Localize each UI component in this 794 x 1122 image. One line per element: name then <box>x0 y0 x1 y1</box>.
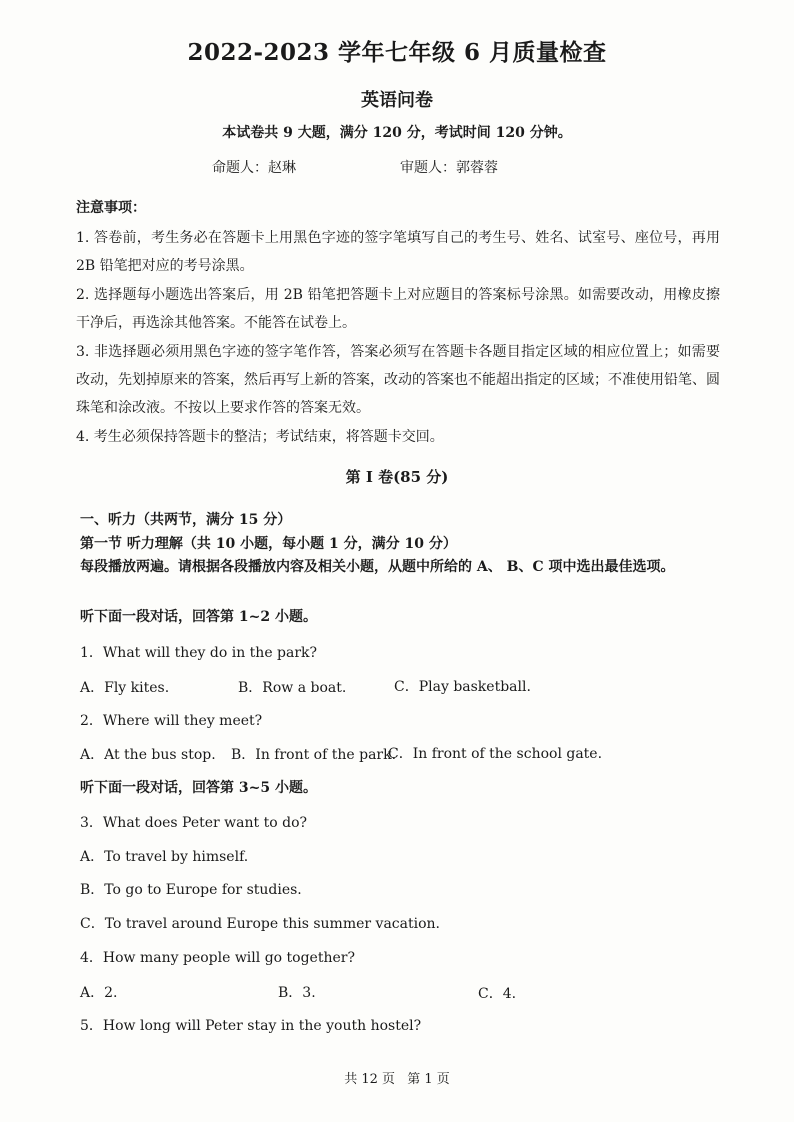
page-subtitle: 英语问卷 <box>361 90 433 111</box>
exam-info: 本试卷共 9 大题，满分 120 分，考试时间 120 分钟。 <box>222 125 572 141</box>
group-prompt: 听下面一段对话，回答第 1~2 小题。 <box>80 609 317 625</box>
group-prompt: 听下面一段对话，回答第 3~5 小题。 <box>80 780 317 796</box>
option-b: B．To go to Europe for studies. <box>80 882 302 898</box>
option-c: C．4. <box>478 986 517 1002</box>
option-a: A．To travel by himself. <box>80 849 249 865</box>
option-b: B．3. <box>278 985 316 1001</box>
part-title: 一、听力（共两节，满分 15 分） <box>80 512 292 528</box>
question-stem: 1．What will they do in the park? <box>80 645 318 661</box>
total-pages: 共 12 页 <box>344 1072 396 1087</box>
option-c: C．In front of the school gate. <box>388 746 603 762</box>
question-stem: 4．How many people will go together? <box>80 950 355 966</box>
reviewer: 审题人：郭蓉蓉 <box>400 160 498 176</box>
option-a: A．At the bus stop. <box>80 747 216 763</box>
option-c: C．To travel around Europe this summer vacation. <box>80 916 440 932</box>
notice-item: 1. 答卷前，考生务必在答题卡上用黑色字迹的签字笔填写自己的考生号、姓名、试室号、座位号，再用 2B 铅笔把对应的考号涂黑。 <box>76 230 720 275</box>
option-b: B．In front of the park. <box>231 747 397 763</box>
notice-item: 4. 考生必须保持答题卡的整洁；考试结束，将答题卡交回。 <box>76 428 444 445</box>
notice-heading: 注意事项： <box>76 200 146 216</box>
notice-item: 3. 非选择题必须用黑色字迹的签字笔作答，答案必须写在答题卡各题目指定区域的相应位置上；如需要改动，先划掉原来的答案，然后再写上新的答案，改动的答案也不能超出指定的区域；不准使用铅笔、圆珠笔和涂改液。不按以上要求作答的答案无效。 <box>76 343 720 417</box>
option-a: A．2. <box>80 985 118 1001</box>
question-stem: 5．How long will Peter stay in the youth hostel? <box>80 1018 422 1034</box>
instruction: 每段播放两遍。请根据各段播放内容及相关小题，从题中所给的 A、 B、C 项中选出最佳选项。 <box>80 559 675 575</box>
page-title: 2022-2023 学年七年级 6 月质量检查 <box>187 39 607 66</box>
section-title: 第 I 卷(85 分) <box>345 468 449 486</box>
question-stem: 3．What does Peter want to do? <box>80 815 308 831</box>
option-b: B．Row a boat. <box>238 680 347 696</box>
page-footer <box>0 1068 794 1087</box>
question-stem: 2．Where will they meet? <box>80 713 263 729</box>
subpart-title: 第一节 听力理解（共 10 小题，每小题 1 分，满分 10 分） <box>80 535 457 552</box>
listening-part <box>80 509 720 580</box>
option-a: A．Fly kites. <box>80 680 170 696</box>
current-page: 第 1 页 <box>407 1072 450 1087</box>
setter: 命题人：赵琳 <box>212 160 296 176</box>
notice-item: 2. 选择题每小题选出答案后，用 2B 铅笔把答题卡上对应题目的答案标号涂黑。如需要改动，用橡皮擦干净后，再选涂其他答案。不能答在试卷上。 <box>76 286 720 332</box>
notice-list <box>76 224 720 451</box>
option-c: C．Play basketball. <box>394 679 531 695</box>
